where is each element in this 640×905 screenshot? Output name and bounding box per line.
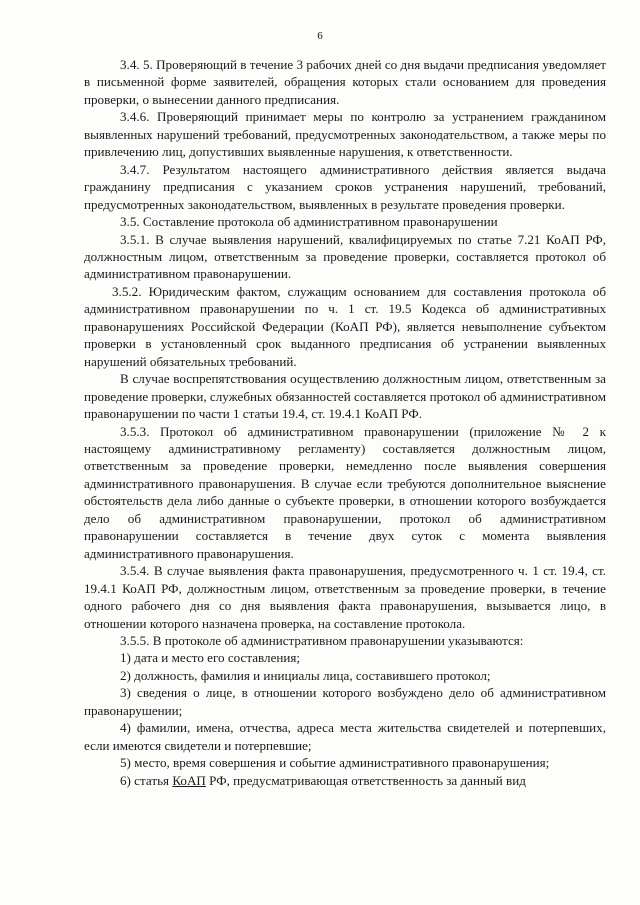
list-item-3: 3) сведения о лице, в отношении которого возбуждено дело об административном правонарушении; xyxy=(84,685,606,718)
document-body xyxy=(84,56,606,789)
paragraph-3-4-5: 3.4. 5. Проверяющий в течение 3 рабочих дней со дня выдачи предписания уведомляет в письменной форме заявителей, обращения которых стали основанием для проведения проверки, о вынесении данного предписания. xyxy=(84,57,606,107)
paragraph-3-5-3: 3.5.3. Протокол об административном правонарушении (приложение № 2 к настоящему административному регламенту) составляется должностным лицом, ответственным за проведение проверки, немедленно после выявления совершения административного правонарушения. В случае если требуются дополнительное выяснение обстоятельств дела либо данные о субъекте проверки, в отношении которого возбуждается дело об административном правонарушении, протокол об административном правонарушении составляется в течение двух суток с момента выявления административного правонарушения. xyxy=(84,423,606,561)
paragraph-3-4-6: 3.4.6. Проверяющий принимает меры по контролю за устранением гражданином выявленных нарушений требований, предусмотренных законодательством, а также меры по привлечению лиц, допустивших выявленные нарушения, к ответственности. xyxy=(84,109,606,160)
koap-link[interactable]: КоАП xyxy=(172,772,206,788)
list-item-5: 5) место, время совершения и событие административного правонарушения; xyxy=(120,755,550,771)
paragraph-3-5-4: 3.5.4. В случае выявления факта правонарушения, предусмотренного ч. 1 ст. 19.4, ст. 19.4.1 КоАП РФ, должностным лицом, ответственным за проведение проверки, в течение одного рабочего дня со дня выявления факта правонарушения, вызывается лицо, в отношении которого назначена проверка, на составление протокола. xyxy=(84,563,606,631)
page-number: 6 xyxy=(317,30,323,42)
paragraph-obstruction: В случае воспрепятствования осуществлению должностным лицом, ответственным за проведение проверки, служебных обязанностей составляется протокол об административном правонарушении по части 1 статьи 19.4, ст. 19.4.1 КоАП РФ. xyxy=(84,371,606,422)
section-heading-3-5: 3.5. Составление протокола об административном правонарушении xyxy=(120,214,498,230)
list-item-6-prefix: 6) статья xyxy=(120,772,173,788)
paragraph-3-4-7: 3.4.7. Результатом настоящего административного действия является выдача гражданину предписания с указанием сроков устранения нарушений, требований, предусмотренных законодательством, выявленных в результате проведения проверки. xyxy=(84,161,606,212)
list-item-2: 2) должность, фамилия и инициалы лица, составившего протокол; xyxy=(120,667,491,683)
paragraph-3-5-2: 3.5.2. Юридическим фактом, служащим основанием для составления протокола об административном правонарушении по ч. 1 ст. 19.5 Кодекса об административных правонарушениях Российской Федерации (КоАП РФ), является невыполнение субъектом проверки в установленный срок выданного предписания об устранении выявленных нарушений обязательных требований. xyxy=(84,283,606,369)
list-item-4: 4) фамилии, имена, отчества, адреса места жительства свидетелей и потерпевших, если имеются свидетели и потерпевшие; xyxy=(84,720,606,753)
list-item-1: 1) дата и место его составления; xyxy=(120,650,301,666)
list-item-6-suffix: РФ, предусматривающая ответственность за данный вид xyxy=(205,772,526,788)
paragraph-3-5-1: 3.5.1. В случае выявления нарушений, квалифицируемых по статье 7.21 КоАП РФ, должностным лицом, ответственным за проведение проверки, составляется протокол об административном правонарушении. xyxy=(84,231,606,282)
paragraph-3-5-5: 3.5.5. В протоколе об административном правонарушении указываются: xyxy=(120,632,524,648)
list-item-6 xyxy=(84,772,606,789)
